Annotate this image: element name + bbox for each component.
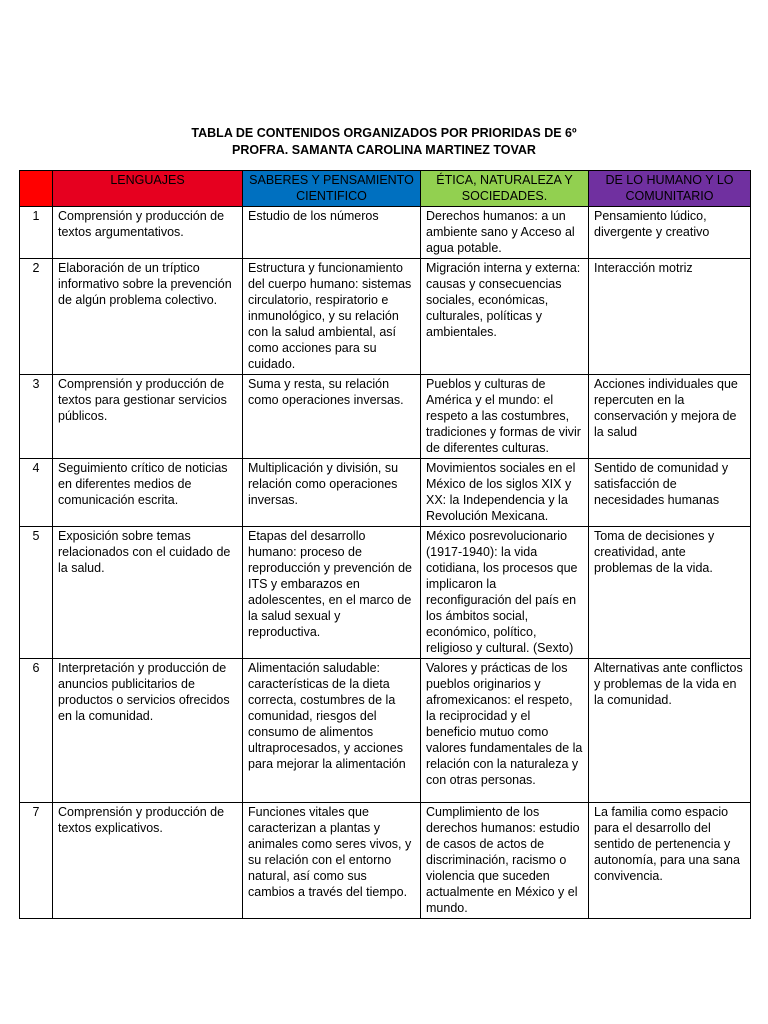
cell-etica: México posrevolucionario (1917-1940): la vida cotidiana, los procesos que implicaron la reconfiguración del país en los ámbitos social, económico, político, religioso y cultural. (Sexto): [421, 527, 589, 659]
cell-humano: La familia como espacio para el desarrollo del sentido de pertenencia y autonomía, para una sana convivencia.: [589, 803, 751, 919]
cell-etica: Valores y prácticas de los pueblos originarios y afromexicanos: el respeto, la reciprocidad y el beneficio mutuo como valores fundamentales de la relación con la naturaleza y con otras personas.: [421, 659, 589, 803]
title-line-1: TABLA DE CONTENIDOS ORGANIZADOS POR PRIORIDAS DE 6º: [191, 126, 577, 140]
row-number: 4: [20, 459, 53, 527]
cell-lenguajes: Comprensión y producción de textos argumentativos.: [53, 207, 243, 259]
document-title: [0, 125, 768, 159]
table-row: [20, 207, 751, 259]
table-row: [20, 459, 751, 527]
row-number: 2: [20, 259, 53, 375]
cell-lenguajes: Seguimiento crítico de noticias en diferentes medios de comunicación escrita.: [53, 459, 243, 527]
row-number: 1: [20, 207, 53, 259]
cell-lenguajes: Comprensión y producción de textos explicativos.: [53, 803, 243, 919]
header-humano: DE LO HUMANO Y LO COMUNITARIO: [589, 171, 751, 207]
header-lenguajes: LENGUAJES: [53, 171, 243, 207]
cell-lenguajes: Comprensión y producción de textos para gestionar servicios públicos.: [53, 375, 243, 459]
cell-lenguajes: Exposición sobre temas relacionados con el cuidado de la salud.: [53, 527, 243, 659]
title-line-2: PROFRA. SAMANTA CAROLINA MARTINEZ TOVAR: [232, 143, 536, 157]
cell-etica: Movimientos sociales en el México de los siglos XIX y XX: la Independencia y la Revolución Mexicana.: [421, 459, 589, 527]
cell-humano: Pensamiento lúdico, divergente y creativo: [589, 207, 751, 259]
cell-humano: Sentido de comunidad y satisfacción de necesidades humanas: [589, 459, 751, 527]
table-row: [20, 803, 751, 919]
table-row: [20, 527, 751, 659]
cell-saberes: Funciones vitales que caracterizan a plantas y animales como seres vivos, y su relación con el entorno natural, así como sus cambios a través del tiempo.: [243, 803, 421, 919]
row-number: 3: [20, 375, 53, 459]
cell-etica: Cumplimiento de los derechos humanos: estudio de casos de actos de discriminación, racismo o violencia que suceden actualmente en México y el mundo.: [421, 803, 589, 919]
cell-saberes: Multiplicación y división, su relación como operaciones inversas.: [243, 459, 421, 527]
row-number: 7: [20, 803, 53, 919]
cell-humano: Acciones individuales que repercuten en la conservación y mejora de la salud: [589, 375, 751, 459]
cell-humano: Alternativas ante conflictos y problemas de la vida en la comunidad.: [589, 659, 751, 803]
table-row: [20, 259, 751, 375]
cell-saberes: Alimentación saludable: características de la dieta correcta, costumbres de la comunidad, riesgos del consumo de alimentos ultraprocesados, y acciones para mejorar la alimentación: [243, 659, 421, 803]
cell-humano: Interacción motriz: [589, 259, 751, 375]
row-number: 5: [20, 527, 53, 659]
cell-saberes: Suma y resta, su relación como operaciones inversas.: [243, 375, 421, 459]
cell-saberes: Estudio de los números: [243, 207, 421, 259]
cell-saberes: Etapas del desarrollo humano: proceso de reproducción y prevención de ITS y embarazos en adolescentes, en el marco de la salud sexual y reproductiva.: [243, 527, 421, 659]
table-row: [20, 375, 751, 459]
cell-lenguajes: Interpretación y producción de anuncios publicitarios de productos o servicios ofrecidos en la comunidad.: [53, 659, 243, 803]
cell-etica: Migración interna y externa: causas y consecuencias sociales, económicas, culturales, políticas y ambientales.: [421, 259, 589, 375]
cell-etica: Derechos humanos: a un ambiente sano y Acceso al agua potable.: [421, 207, 589, 259]
cell-lenguajes: Elaboración de un tríptico informativo sobre la prevención de algún problema colectivo.: [53, 259, 243, 375]
cell-saberes: Estructura y funcionamiento del cuerpo humano: sistemas circulatorio, respiratorio e inmunológico, y su relación con la salud ambiental, así como acciones para su cuidado.: [243, 259, 421, 375]
header-number: [20, 171, 53, 207]
header-saberes: SABERES Y PENSAMIENTO CIENTIFICO: [243, 171, 421, 207]
table-row: [20, 659, 751, 803]
row-number: 6: [20, 659, 53, 803]
contents-table: [19, 170, 751, 919]
header-etica: ÉTICA, NATURALEZA Y SOCIEDADES.: [421, 171, 589, 207]
header-row: [20, 171, 751, 207]
cell-etica: Pueblos y culturas de América y el mundo: el respeto a las costumbres, tradiciones y formas de vivir de diferentes culturas.: [421, 375, 589, 459]
cell-humano: Toma de decisiones y creatividad, ante problemas de la vida.: [589, 527, 751, 659]
